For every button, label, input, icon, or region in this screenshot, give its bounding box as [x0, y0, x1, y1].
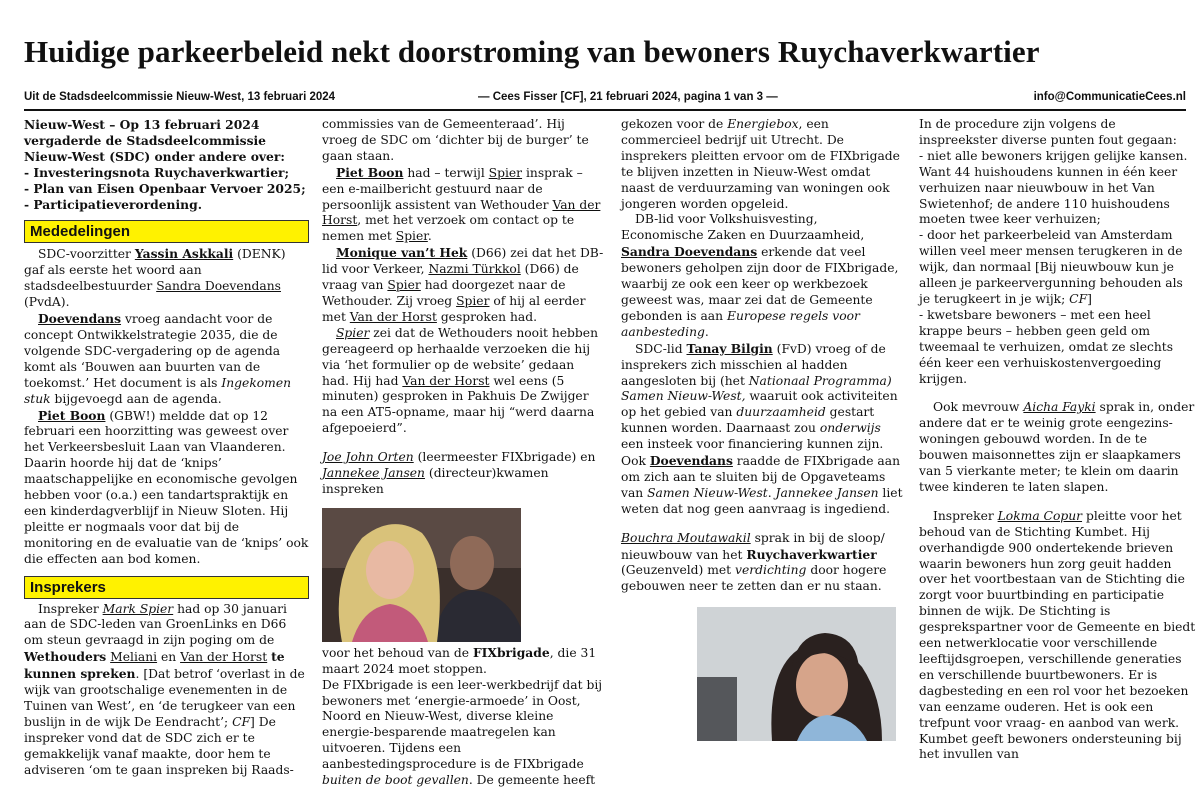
meta-email[interactable]: info@CommunicatieCees.nl: [1033, 91, 1186, 103]
paragraph: Doevendans vroeg aandacht voor de concept Ontwikkelstrategie 2035, die de volgende SDC-vergadering op de agenda komt als ‘Bouwen aan buurten van de toekomst.’ Het document is als Ingekomen stuk bijgevoegd aan de agenda.: [24, 311, 292, 406]
paragraph: SDC-voorzitter Yassin Askkali (DENK) gaf als eerste het woord aan stadsdeelbestuurder Sandra Doevendans (PvdA).: [24, 246, 286, 310]
paragraph: Piet Boon (GBW!) meldde dat op 12 februari een hoorzitting was geweest over het Verkeersbesluit Laan van Vlaanderen. Daarin hoorde hij dat de ‘knips’ maatschappelijke en economische gevolgen hebben voor (o.a.) een tandartspraktijk en een kinderdagverblijf in Nieuw Sloten. Hij pleitte er nogmaals voor dat bij de monitoring en de evaluatie van de ‘knips’ ook die effecten aan bod komen.: [24, 407, 309, 566]
paragraph: - kwetsbare bewoners – met een heel krappe beurs – hebben geen geld om tweemaal te verhuizen, omdat ze slechts één keer een verhuiskostenvergoeding krijgen.: [919, 307, 1174, 386]
paragraph: voor het behoud van de FIXbrigade, die 31 maart 2024 moet stoppen.: [322, 644, 597, 676]
paragraph: Joe John Orten (leermeester FIXbrigade) en Jannekee Jansen (directeur)kwamen inspreken: [322, 450, 596, 496]
paragraph: Inspreker Mark Spier had op 30 januari aan de SDC-leden van GroenLinks en D66 om steun gevraagd in zijn poging om de Wethouders Meliani en Van der Horst te kunnen spreken. [Dat betrof ‘overlast in de wijk van grootschalige evenementen in de Tuinen van West’, en ‘de terugkeer van een buslijn in de wijk De Eendracht’; CF] De inspreker vond dat de SDC zich er te gemakkelijk vanaf maakte, door hem te adviseren ‘om te gaan inspreken bij Raads-: [24, 601, 305, 777]
intro: Nieuw-West – Op 13 februari 2024 vergaderde de Stadsdeelcommissie Nieuw-West (SDC) onder andere over:: [24, 117, 285, 164]
paragraph: SDC-lid Tanay Bilgin (FvD) vroeg of de insprekers zich misschien al hadden aangesloten bij (het Nationaal Programma) Samen Nieuw-West, waaruit ook activiteiten op het gebied van duurzaamheid gestart kunnen worden. Daarnaast zou onderwijs een insteek voor financiering kunnen zijn. Ook Doevendans raadde de FIXbrigade aan om zich aan te sluiten bij de Opgaveteams van Samen Nieuw-West. Jannekee Jansen liet weten dat nog geen aanvraag is ingediend.: [621, 340, 903, 516]
column-1: [24, 117, 309, 779]
paragraph: - door het parkeerbeleid van Amsterdam willen veel meer mensen terugkeren in de wijk, dan normaal [Bij nieuwbouw kun je alleen je parkeervergunning behouden als je terugkeert in je wijk; CF]: [919, 228, 1183, 306]
header-rule: [24, 109, 1186, 111]
meta-author-date: — Cees Fisser [CF], 21 februari 2024, pagina 1 van 3 —: [478, 91, 778, 103]
agenda-item: - Investeringsnota Ruychaverkwartier;: [24, 164, 290, 180]
paragraph: Bouchra Moutawakil sprak in bij de sloop/ nieuwbouw van het Ruychaverkwartier (Geuzenveld) met verdichting door hogere gebouwen neer te zetten dan er nu staan.: [621, 530, 887, 594]
paragraph: Piet Boon had – terwijl Spier insprak – een e-mailbericht gestuurd naar de persoonlijk assistent van Wethouder Van der Horst, met het verzoek om contact op te nemen met Spier.: [322, 164, 601, 244]
paragraph: De FIXbrigade is een leer-werkbedrijf dat bij bewoners met ‘energie-armoede’ in Oost, Noord en Nieuw-West, diverse kleine energie-besparende maatregelen kan uitvoeren. Tijdens een aanbestedingsprocedure is de FIXbrigade buiten de boot gevallen. De gemeente heeft: [322, 677, 603, 788]
meta-source: Uit de Stadsdeelcommissie Nieuw-West, 13 februari 2024: [24, 91, 336, 103]
photo-bouchra-moutawakil: [697, 607, 896, 741]
column-2: [322, 117, 604, 789]
column-3: [621, 117, 903, 741]
paragraph: commissies van de Gemeenteraad’. Hij vroeg de SDC om ‘dichter bij de burger’ te gaan staan.: [322, 117, 589, 163]
photo-fixbrigade-image: [322, 508, 521, 642]
paragraph: In de procedure zijn volgens de inspreekster diverse punten fout gegaan:: [919, 117, 1177, 147]
article-title: Huidige parkeerbeleid nekt doorstroming van bewoners Ruychaverkwartier: [24, 34, 1040, 69]
photo-fixbrigade-speakers: [322, 508, 521, 642]
paragraph: Ook mevrouw Aicha Fayki sprak in, onder andere dat er te weinig grote eengezins-woningen gebouwd worden. In de te bouwen maisonnettes zijn er slaapkamers van 5 vierkante meter; te klein om daarin twee kinderen te laten slapen.: [919, 400, 1195, 494]
paragraph: Inspreker Lokma Copur pleitte voor het behoud van de Stichting Kumbet. Hij overhandigde 900 ondertekende brieven waarin bewoners hun zorg geuit hadden over het voortbestaan van de Stichting die zorgt voor buurtbinding en participatie binnen de wijk. De Stichting is gesprekspartner voor de Gemeente en biedt een netwerklocatie voor verschillende leeftijdsgroepen, verschillende generaties en verschillende buurtbewoners. Er is dagbesteding en een rol voor het bezoeken van eenzame ouderen. Het is ook een trefpunt voor vraag- en aanbod van werk. Kumbet geeft bewoners ondersteuning bij het invullen van: [919, 508, 1196, 762]
agenda-item: - Plan van Eisen Openbaar Vervoer 2025;: [24, 180, 306, 196]
paragraph: gekozen voor de Energiebox, een commercieel bedrijf uit Utrecht. De insprekers pleitten ervoor om de FIXbrigade te blijven inzetten in Nieuw-West omdat naast de verduurzaming van woningen ook jongeren worden opgeleid.: [621, 117, 900, 211]
section-heading-mededelingen: Mededelingen: [24, 220, 309, 243]
paragraph: DB-lid voor Volkshuisvesting, Economische Zaken en Duurzaamheid, Sandra Doevendans erkende dat veel bewoners geholpen zijn door de FIXbrigade, waarbij ze ook een keer op werkbezoek geweest was, maar zei dat de Gemeente gebonden is aan Europese regels voor aanbesteding.: [621, 212, 899, 339]
photo-speaker-image: [697, 607, 896, 741]
column-4: [919, 117, 1197, 763]
agenda-item: - Participatieverordening.: [24, 196, 202, 212]
paragraph: - niet alle bewoners krijgen gelijke kansen. Want 44 huishoudens kunnen in één keer verhuizen naar nieuwbouw in het Van Swietenhof; de andere 110 huishoudens moeten twee keer verhuizen;: [919, 148, 1188, 227]
paragraph: Spier zei dat de Wethouders nooit hebben gereageerd op herhaalde verzoeken die hij via ‘het formulier op de website’ gedaan had. Hij had Van der Horst wel eens (5 minuten) gesproken in Pakhuis De Zwijger na een AT5-opname, maar hij “werd daarna afgepoeierd”.: [322, 325, 598, 436]
section-heading-insprekers: Insprekers: [24, 576, 309, 599]
paragraph: Monique van’t Hek (D66) zei dat het DB-lid voor Verkeer, Nazmi Türkkol (D66) de vraag van Spier had doorgezet naar de Wethouder. Zij vroeg Spier of hij al eerder met Van der Horst gesproken had.: [322, 245, 604, 324]
